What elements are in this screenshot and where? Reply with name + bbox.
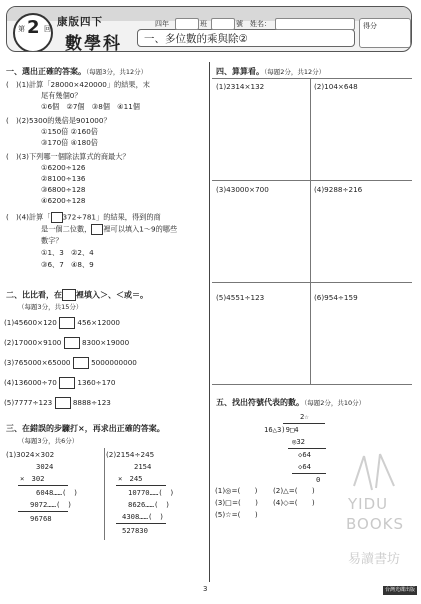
q3-option4: ④6200÷128	[41, 196, 86, 205]
sec3-divider	[104, 448, 105, 540]
compare-left: (3)765000×65000	[4, 358, 71, 367]
div-step: ◎32	[292, 437, 305, 446]
watermark-text: BOOKS	[346, 515, 404, 533]
number-label: 號	[236, 20, 243, 28]
sec4-note: （每題2分，共12分）	[264, 68, 326, 76]
watermark-text: 易讀書坊	[348, 552, 401, 567]
unit-title: 一、多位數的乘與除②	[137, 29, 355, 47]
div-quotient: 2☆	[300, 412, 309, 421]
calc-item-6: (6)954÷159	[314, 293, 358, 302]
compare-row-1	[4, 317, 120, 329]
q2-calc-line: 4308……( )	[122, 512, 164, 521]
q1-calc-line: 6048……( )	[36, 488, 78, 497]
answer-4: (4)◇=( )	[273, 498, 315, 507]
div-dividend: 16△3)9□4	[264, 425, 299, 434]
compare-left: (2)17000×9100	[4, 338, 62, 347]
sec5-title-text: 五、找出符號代表的數。	[216, 398, 304, 407]
calc-item-3: (3)43000×700	[216, 185, 269, 194]
q4-line3: 數字？	[41, 236, 63, 245]
column-divider	[209, 62, 210, 582]
name-label: 姓名：	[250, 20, 271, 28]
sec5-title	[216, 397, 365, 408]
sec2-note: （每題3分，共15分）	[18, 303, 83, 311]
badge-prefix: 第	[18, 25, 25, 33]
page-number: 3	[203, 585, 208, 593]
div-remainder: 0	[316, 475, 321, 484]
calc-rule	[18, 511, 68, 512]
sec3-q1-label: (1)3024×302	[6, 450, 55, 459]
compare-right: 8888÷123	[72, 398, 111, 407]
q2-options-a: ①150倍 ②160倍	[41, 127, 98, 136]
calc-rule	[292, 473, 326, 474]
blank-square	[51, 212, 63, 223]
class-field[interactable]	[211, 18, 235, 30]
blank-square	[91, 224, 103, 235]
q4-text-b: 372÷781」的結果，得到的商	[62, 212, 161, 222]
badge-suffix: 回	[44, 25, 51, 33]
compare-row-4	[4, 377, 115, 389]
compare-box-sample	[62, 289, 76, 301]
sec1-title	[6, 66, 147, 77]
sec2-title-a: 二、比比看，在	[6, 290, 62, 300]
compare-right: 8300×19000	[81, 338, 130, 347]
sec4-title-text: 四、算算看。	[216, 67, 264, 76]
publisher-tag: 台灣光碟出版社	[384, 587, 415, 602]
grid-line	[212, 384, 412, 385]
compare-row-5	[4, 397, 111, 409]
grid-line	[212, 78, 412, 79]
calc-rule	[116, 485, 166, 486]
calc-item-2: (2)104×648	[314, 82, 358, 91]
q4-text-c: 是一個二位數，	[41, 224, 92, 234]
compare-right: 5000000000	[91, 358, 137, 367]
compare-row-3	[4, 357, 137, 369]
q3-line1: ( )(3)下列哪一個除法算式的商最大？	[6, 152, 130, 161]
sec3-note: （每題3分，共6分）	[18, 437, 79, 445]
calc-rule	[288, 448, 326, 449]
sec2-title-b: 裡填入＞、＜或＝。	[76, 290, 148, 300]
q4-options-b: ③6、7 ④8、9	[41, 260, 94, 269]
q2-calc-line: 10770……( )	[128, 488, 175, 497]
compare-left: (5)7777÷123	[4, 398, 53, 407]
div-step: ◇64	[298, 450, 311, 459]
q2-line1: ( )(2)5300的幾倍是901000？	[6, 116, 111, 125]
q2-options-b: ③170倍 ④180倍	[41, 138, 98, 147]
badge-number: 2	[27, 17, 40, 38]
div-bar	[283, 423, 325, 424]
compare-answer-box[interactable]	[59, 317, 75, 329]
q4-text-a: ( )(4)計算「	[6, 212, 51, 222]
answer-1: (1)◎=( )	[215, 486, 258, 495]
header-banner	[6, 6, 412, 52]
calc-rule	[18, 485, 68, 486]
compare-right: 1360÷170	[77, 378, 116, 387]
sec1-note: （每題3分，共12分）	[86, 68, 148, 76]
sec4-title	[216, 66, 325, 77]
compare-row-2	[4, 337, 129, 349]
q3-option3: ③6800÷128	[41, 185, 86, 194]
sec2-title	[6, 289, 148, 301]
compare-answer-box[interactable]	[73, 357, 89, 369]
q1-calc-line: 9072……( )	[30, 500, 72, 509]
div-step: ◇64	[298, 462, 311, 471]
edition-label: 康版四下	[57, 16, 103, 28]
answer-3: (3)□=( )	[215, 498, 258, 507]
q2-calc-line: × 245	[118, 474, 143, 483]
calc-item-4: (4)9288÷216	[314, 185, 363, 194]
compare-left: (1)45600×120	[4, 318, 57, 327]
compare-right: 456×12000	[77, 318, 120, 327]
q1-calc-line: 3024	[36, 462, 54, 471]
q2-calc-line: 527830	[122, 526, 148, 535]
q4-line2	[41, 224, 177, 235]
q1-calc-line: × 302	[20, 474, 45, 483]
subject-title: 數學科	[65, 34, 122, 52]
watermark-figure-icon	[350, 450, 398, 494]
sec3-title: 三、在錯誤的步驟打×，再求出正確的答案。	[6, 424, 165, 433]
compare-answer-box[interactable]	[59, 377, 75, 389]
q1-calc-line: 96768	[30, 514, 52, 523]
q1-line2: 尾有幾個0？	[41, 91, 82, 100]
q4-options-a: ①1、3 ②2、4	[41, 248, 94, 257]
q1-line1: ( )(1)計算「28000×420000」的結果，末	[6, 80, 150, 89]
calc-item-1: (1)2314×132	[216, 82, 265, 91]
grade-field[interactable]	[175, 18, 199, 30]
grade-label: 四年	[155, 20, 169, 28]
q4-text-d: 裡可以填入1～9的哪些	[103, 224, 178, 234]
watermark-text: YIDU	[348, 495, 389, 513]
grid-line	[310, 78, 311, 384]
q3-option1: ①6200÷126	[41, 163, 86, 172]
calc-item-5: (5)4551÷123	[216, 293, 265, 302]
sec5-note: （每題2分，共10分）	[304, 399, 366, 407]
compare-answer-box[interactable]	[55, 397, 71, 409]
sec1-title-text: 一、選出正確的答案。	[6, 67, 86, 76]
grid-line	[212, 180, 412, 181]
sec3-q2-label: (2)2154÷245	[106, 450, 155, 459]
q2-calc-line: 2154	[134, 462, 152, 471]
answer-2: (2)△=( )	[273, 486, 315, 495]
class-label: 班	[200, 20, 207, 28]
q3-option2: ②8100÷136	[41, 174, 86, 183]
compare-left: (4)136000÷70	[4, 378, 57, 387]
score-label: 得分	[363, 22, 377, 30]
q1-options: ①6個 ②7個 ③8個 ④11個	[41, 102, 140, 111]
q2-calc-line: 8626……( )	[128, 500, 170, 509]
name-field[interactable]	[275, 18, 355, 30]
q4-line1	[6, 212, 161, 223]
grid-line	[212, 282, 412, 283]
compare-answer-box[interactable]	[64, 337, 80, 349]
calc-rule	[116, 523, 166, 524]
answer-5: (5)☆=( )	[215, 510, 258, 519]
